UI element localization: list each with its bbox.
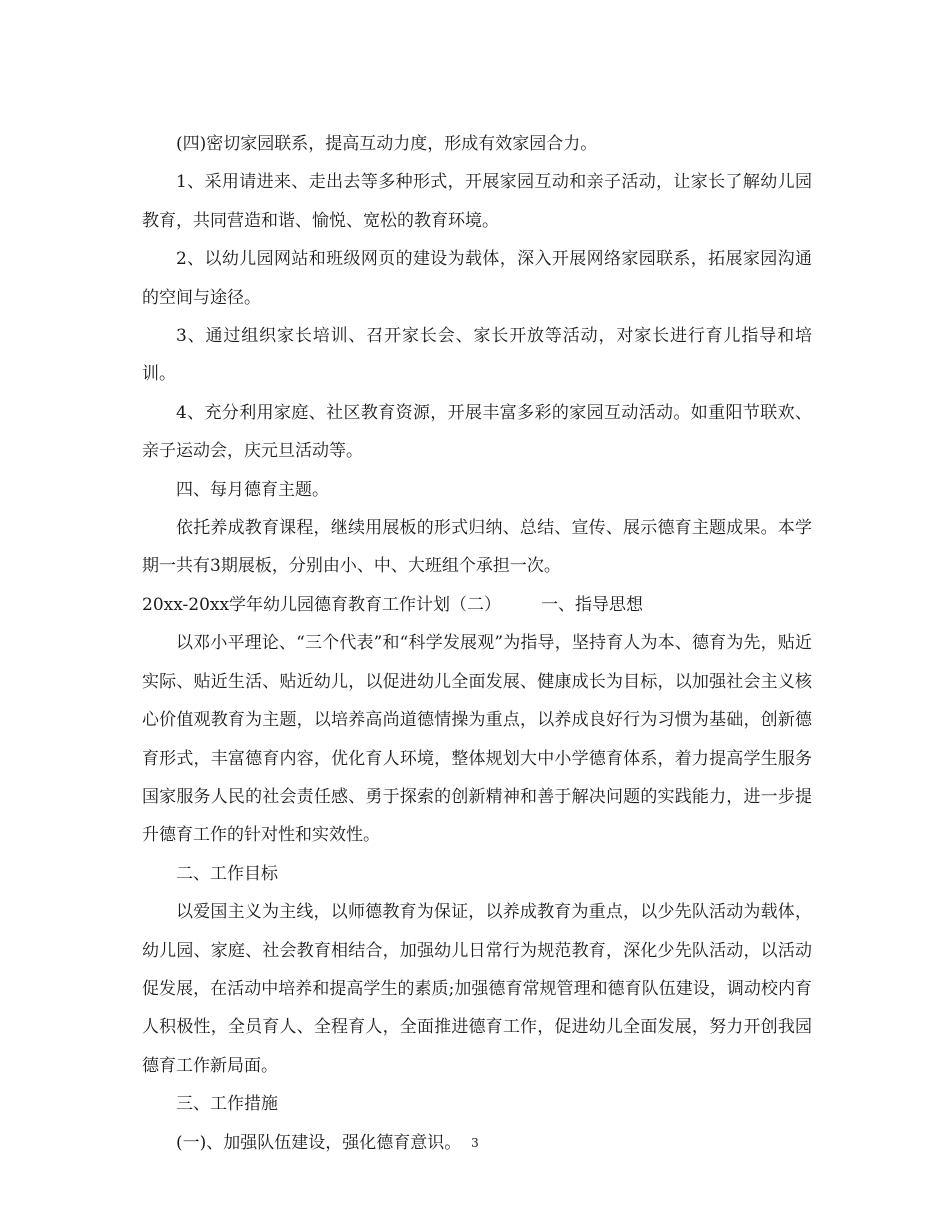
document-body <box>142 125 812 1162</box>
paragraph-work-goals-heading: 二、工作目标 <box>176 863 278 884</box>
guiding-ideology-heading: 一、指导思想 <box>541 594 644 615</box>
plan-title-line <box>142 586 812 624</box>
paragraph-monthly-theme-heading: 四、每月德育主题。 <box>176 479 329 500</box>
paragraph-work-measures-heading: 三、工作措施 <box>176 1094 278 1115</box>
paragraph-item-1: 1、采用请进来、走出去等多种形式，开展家园互动和亲子活动，让家长了解幼儿园教育，共同营造和谐、愉悦、宽松的教育环境。 <box>142 172 812 231</box>
paragraph-work-goals-body: 以爱国主义为主线，以师德教育为保证，以养成教育为重点，以少先队活动为载体，幼儿园、家庭、社会教育相结合，加强幼儿日常行为规范教育，深化少先队活动，以活动促发展，在活动中培养和提高学生的素质;加强德育常规管理和德育队伍建设，调动校内育人积极性，全员育人、全程育人，全面推进德育工作，促进幼儿全面发展，努力开创我园德育工作新局面。 <box>142 902 812 1076</box>
paragraph-item-3: 3、通过组织家长培训、召开家长会、家长开放等活动，对家长进行育儿指导和培训。 <box>142 326 812 385</box>
paragraph-monthly-theme-body: 依托养成教育课程，继续用展板的形式归纳、总结、宣传、展示德育主题成果。本学期一共有3期展板，分别由小、中、大班组个承担一次。 <box>142 518 812 577</box>
paragraph-guiding-ideology-body: 以邓小平理论、“三个代表”和“科学发展观”为指导，坚持育人为本、德育为先，贴近实际、贴近生活、贴近幼儿，以促进幼儿全面发展、健康成长为目标，以加强社会主义核心价值观教育为主题，以培养高尚道德情操为重点，以养成良好行为习惯为基础，创新德育形式，丰富德育内容，优化育人环境，整体规划大中小学德育体系，着力提高学生服务国家服务人民的社会责任感、勇于探索的创新精神和善于解决问题的实践能力，进一步提升德育工作的针对性和实效性。 <box>142 633 812 846</box>
paragraph-item-2: 2、以幼儿园网站和班级网页的建设为载体，深入开展网络家园联系，拓展家园沟通的空间与途径。 <box>142 249 812 308</box>
paragraph-measure-1-heading: (一)、加强队伍建设，强化德育意识。 <box>176 1132 462 1153</box>
paragraph-item-4: 4、充分利用家庭、社区教育资源，开展丰富多彩的家园互动活动。如重阳节联欢、亲子运动会，庆元旦活动等。 <box>142 402 812 462</box>
page-number: 3 <box>471 1136 479 1150</box>
plan-title: 20xx-20xx学年幼儿园德育教育工作计划（二） <box>142 594 502 615</box>
paragraph-section-4-heading: (四)密切家园联系，提高互动力度，形成有效家园合力。 <box>176 134 598 154</box>
